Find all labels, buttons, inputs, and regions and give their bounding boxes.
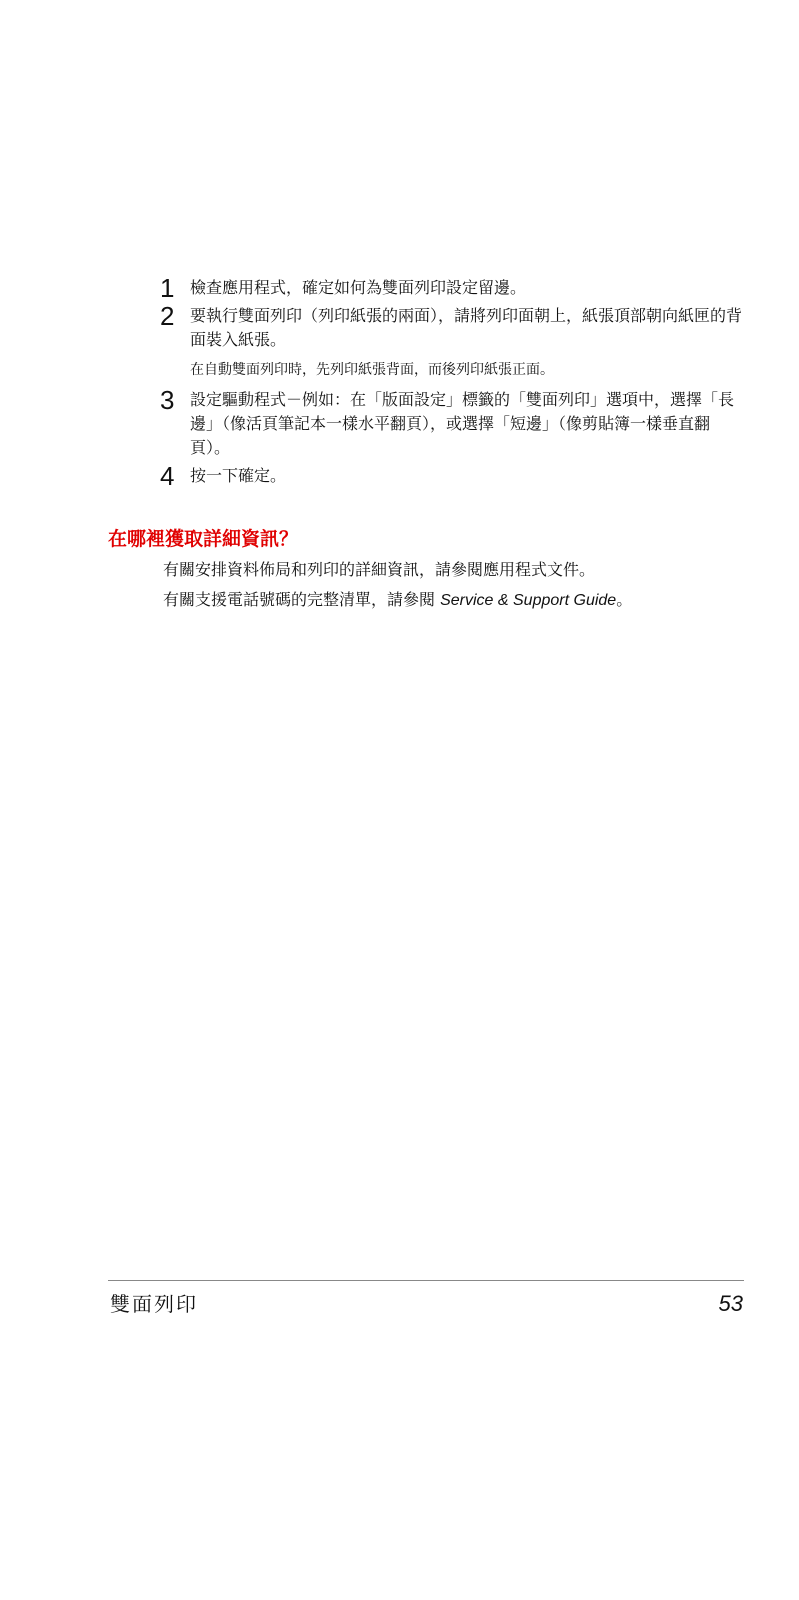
- info-paragraph-1: 有關安排資料佈局和列印的詳細資訊，請參閱應用程式文件。: [163, 560, 596, 579]
- guide-title: Service & Support Guide: [440, 592, 617, 609]
- step-number: 1: [160, 273, 175, 303]
- step-4: [160, 461, 745, 491]
- step-1: [160, 273, 745, 303]
- step-text: 檢查應用程式，確定如何為雙面列印設定留邊。: [190, 278, 527, 297]
- step-text-prefix: 按一下: [190, 466, 239, 485]
- info-paragraph-2: [163, 588, 632, 613]
- numbered-steps: [160, 273, 745, 492]
- section-heading: 在哪裡獲取詳細資訊？: [108, 528, 299, 550]
- step-number: 2: [160, 301, 175, 331]
- step-number: 4: [160, 461, 175, 491]
- step-3: [160, 385, 745, 460]
- step-text: 設定驅動程式－例如：在「版面設定」標籤的「雙面列印」選項中，選擇「長邊」（像活頁筆記本一樣水平翻頁），或選擇「短邊」（像剪貼簿一樣垂直翻頁）。: [190, 390, 735, 457]
- step-2: [160, 301, 745, 352]
- page-number: 53: [718, 1291, 743, 1316]
- footer-divider: [108, 1280, 744, 1281]
- step-text: 要執行雙面列印（列印紙張的兩面），請將列印面朝上，紙張頂部朝向紙匣的背面裝入紙張。: [190, 306, 743, 349]
- footer-chapter-title: 雙面列印: [110, 1292, 198, 1316]
- step-number: 3: [160, 385, 175, 415]
- step-text-suffix: 。: [270, 466, 287, 485]
- paragraph-2-prefix: 有關支援電話號碼的完整清單，請參閱: [163, 590, 441, 609]
- ok-button-reference: 確定: [238, 466, 271, 485]
- paragraph-2-suffix: 。: [616, 590, 633, 609]
- step-2-note: 在自動雙面列印時，先列印紙張背面，而後列印紙張正面。: [190, 362, 554, 378]
